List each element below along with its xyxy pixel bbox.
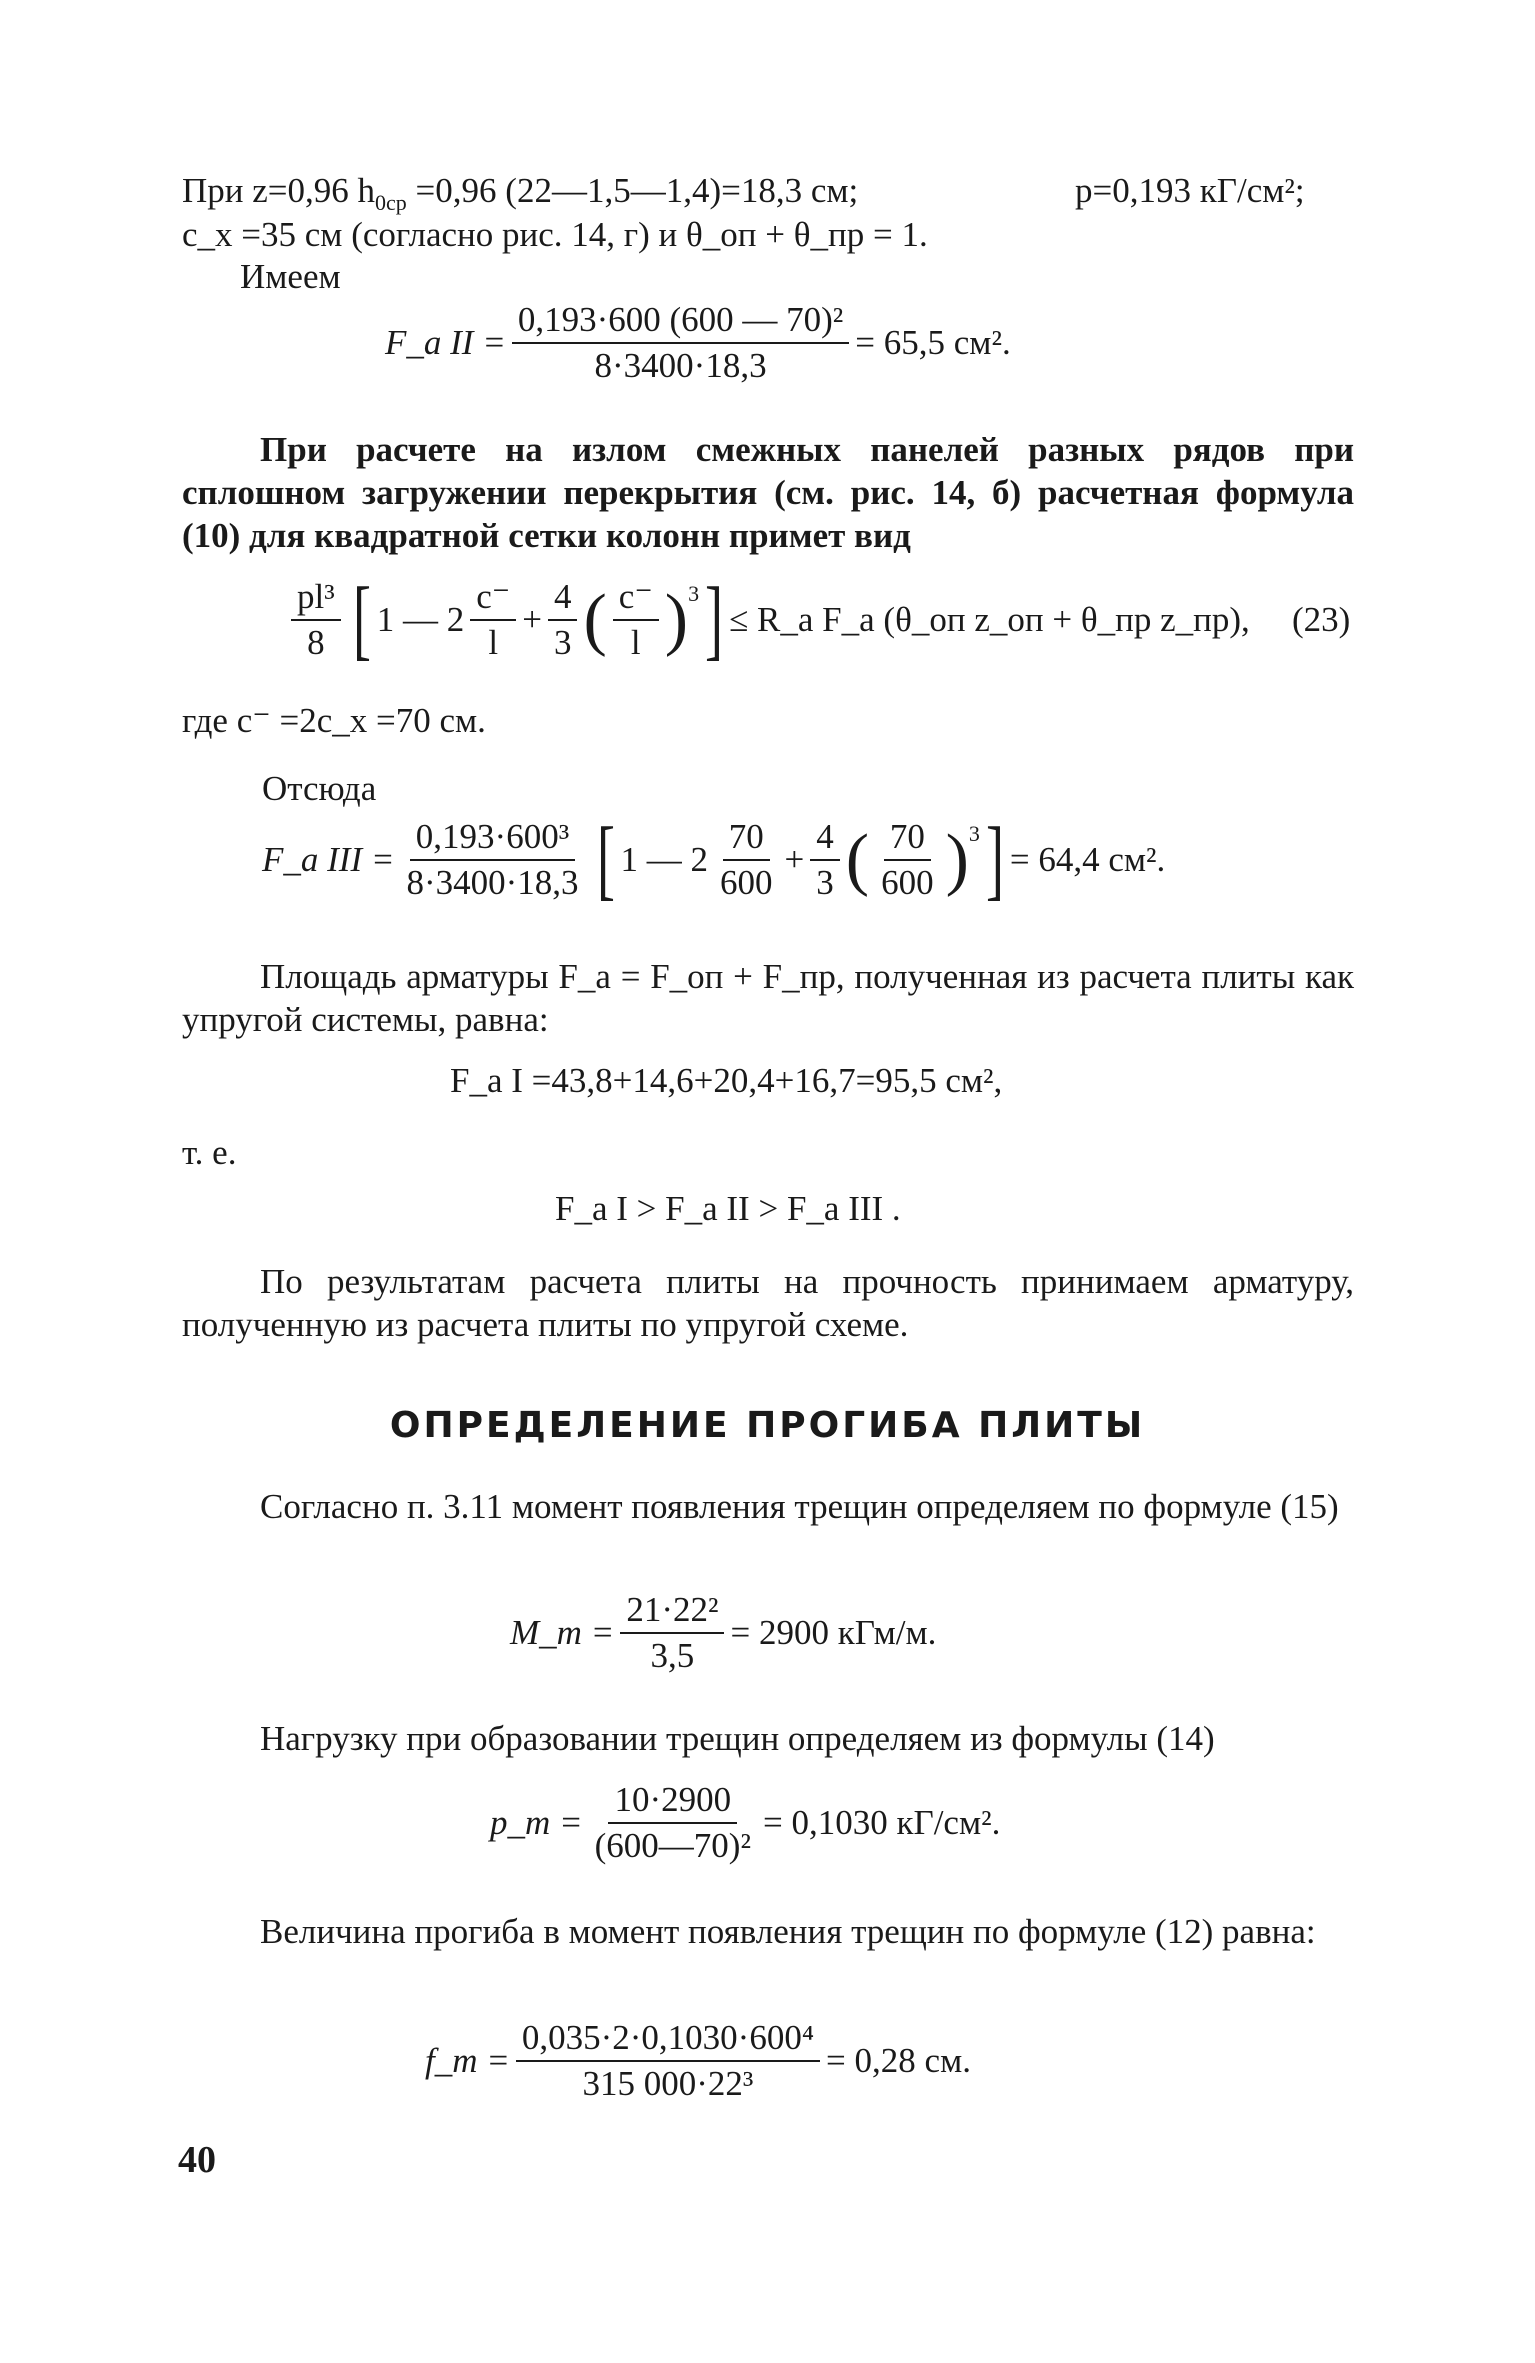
formula2-frac2-num: 4 [810, 817, 840, 861]
formula1-rhs: = 65,5 см². [855, 323, 1011, 362]
formula2-bracket-close: ] [985, 810, 1004, 909]
formula-ft [425, 2018, 971, 2104]
formula23-lead-num: pl³ [291, 577, 341, 621]
formula23-lead-fraction [291, 577, 341, 663]
formula6-fraction [589, 1780, 757, 1866]
formula2-frac3-den: 600 [881, 863, 934, 902]
formula7-rhs: = 0,28 см. [826, 2041, 971, 2080]
para1-line1-left: При z=0,96 h [182, 171, 376, 210]
page-number: 40 [178, 2139, 216, 2181]
formula-inequality: F_a I > F_a II > F_a III . [555, 1189, 901, 1228]
formula23-frac1 [470, 577, 516, 663]
formula-pt [490, 1780, 1000, 1866]
formula23-power: 3 [688, 581, 700, 606]
formula2-frac1-num: 70 [723, 817, 770, 861]
formula23-paren-open: ( [583, 581, 607, 658]
para1-line1-sub: 0ср [375, 190, 407, 215]
formula23-bracket-close: ] [705, 570, 724, 669]
formula23-frac2-den: 3 [553, 623, 572, 662]
formula-23 [285, 570, 1250, 669]
formula7-numerator: 0,035·2·0,1030·600⁴ [516, 2018, 820, 2062]
formula23-frac3-num: c⁻ [613, 577, 659, 621]
formula6-numerator: 10·2900 [608, 1780, 737, 1824]
formula2-paren-close: ) [945, 821, 969, 898]
formula2-frac1-den: 600 [720, 863, 773, 902]
formula2-frac1 [714, 817, 779, 903]
formula5-lhs: M_т = [510, 1613, 615, 1652]
formula2-lhs: F_a III = [262, 840, 395, 879]
formula6-lhs: p_т = [490, 1803, 583, 1842]
formula7-denominator: 315 000·22³ [582, 2064, 754, 2103]
formula-fa-i: F_a I =43,8+14,6+20,4+16,7=95,5 см², [450, 1061, 1003, 1100]
formula5-rhs: = 2900 кГм/м. [730, 1613, 937, 1652]
para3: Площадь арматуры F_a = F_оп + F_пр, полученная из расчета плиты как упругой системы, равна: [182, 957, 1354, 1039]
formula5-fraction [620, 1590, 724, 1676]
formula7-fraction [516, 2018, 820, 2104]
formula2-denominator: 8·3400·18,3 [406, 863, 579, 902]
formula2-power: 3 [968, 821, 980, 846]
formula2-frac2 [810, 817, 840, 903]
formula2-paren-open: ( [845, 821, 870, 898]
formula6-rhs: = 0,1030 кГ/см². [762, 1803, 1001, 1842]
para1-line3: Имеем [240, 257, 341, 296]
formula-fa-ii [385, 300, 1011, 386]
formula2-numerator: 0,193·600³ [410, 817, 575, 861]
formula23-term1: 1 — 2 [376, 600, 465, 639]
formula23-frac3 [613, 577, 659, 663]
formula1-lhs: F_a II = [385, 323, 506, 362]
formula2-rhs: = 64,4 см². [1009, 840, 1166, 879]
formula5-numerator: 21·22² [620, 1590, 724, 1634]
formula23-frac3-den: l [630, 623, 641, 662]
para6: Нагрузку при образовании трещин определяем из формулы (14) [260, 1719, 1215, 1758]
formula2-term1: 1 — 2 [620, 840, 709, 879]
formula2-frac3 [875, 817, 940, 903]
formula23-paren-close: ) [664, 581, 689, 658]
formula6-denominator: (600—70)² [594, 1826, 751, 1865]
formula23-frac2-num: 4 [548, 577, 578, 621]
otsyuda: Отсюда [262, 769, 377, 808]
formula2-fraction [400, 817, 584, 903]
formula23-rhs: ≤ R_a F_a (θ_оп z_оп + θ_пр z_пр), [729, 600, 1250, 639]
formula23-number: (23) [1292, 600, 1351, 639]
formula2-bracket-open: [ [596, 810, 615, 909]
formula2-frac3-num: 70 [884, 817, 931, 861]
formula1-denominator: 8·3400·18,3 [594, 346, 767, 385]
formula-fa-iii [262, 810, 1166, 909]
formula2-frac2-den: 3 [816, 863, 834, 902]
formula23-frac2 [548, 577, 578, 663]
formula23-frac1-den: l [488, 623, 499, 662]
formula5-denominator: 3,5 [650, 1636, 695, 1675]
para5: Согласно п. 3.11 момент появления трещин определяем по формуле (15) [260, 1487, 1339, 1526]
para1-line1-mid: =0,96 (22—1,5—1,4)=18,3 см; [406, 171, 859, 210]
formula2-plus: + [784, 840, 805, 879]
formula23-bracket-open: [ [352, 570, 371, 669]
para7: Величина прогиба в момент появления трещин по формуле (12) равна: [260, 1912, 1316, 1951]
formula23-lead-den: 8 [307, 623, 325, 662]
para2: При расчете на излом смежных панелей разных рядов при сплошном загружении перекрытия (см. рис. 14, б) расчетная формула (10) для квадратной сетки колонн примет вид [182, 430, 1354, 555]
formula-mt [510, 1590, 936, 1676]
te: т. е. [182, 1133, 237, 1172]
section-heading: ОПРЕДЕЛЕНИЕ ПРОГИБА ПЛИТЫ [389, 1405, 1146, 1446]
para1-line1-right: p=0,193 кГ/см²; [1075, 171, 1305, 210]
formula23-frac1-num: c⁻ [470, 577, 516, 621]
formula23-plus: + [522, 600, 542, 639]
formula1-fraction [512, 300, 849, 386]
where-line: где c⁻ =2c_x =70 см. [182, 701, 486, 740]
para1-line2: c_x =35 см (согласно рис. 14, г) и θ_оп + θ_пр = 1. [182, 215, 928, 254]
para4: По результатам расчета плиты на прочность принимаем арматуру, полученную из расчета плиты по упругой схеме. [182, 1262, 1354, 1344]
formula1-numerator: 0,193·600 (600 — 70)² [512, 300, 849, 344]
formula7-lhs: f_т = [425, 2041, 510, 2080]
